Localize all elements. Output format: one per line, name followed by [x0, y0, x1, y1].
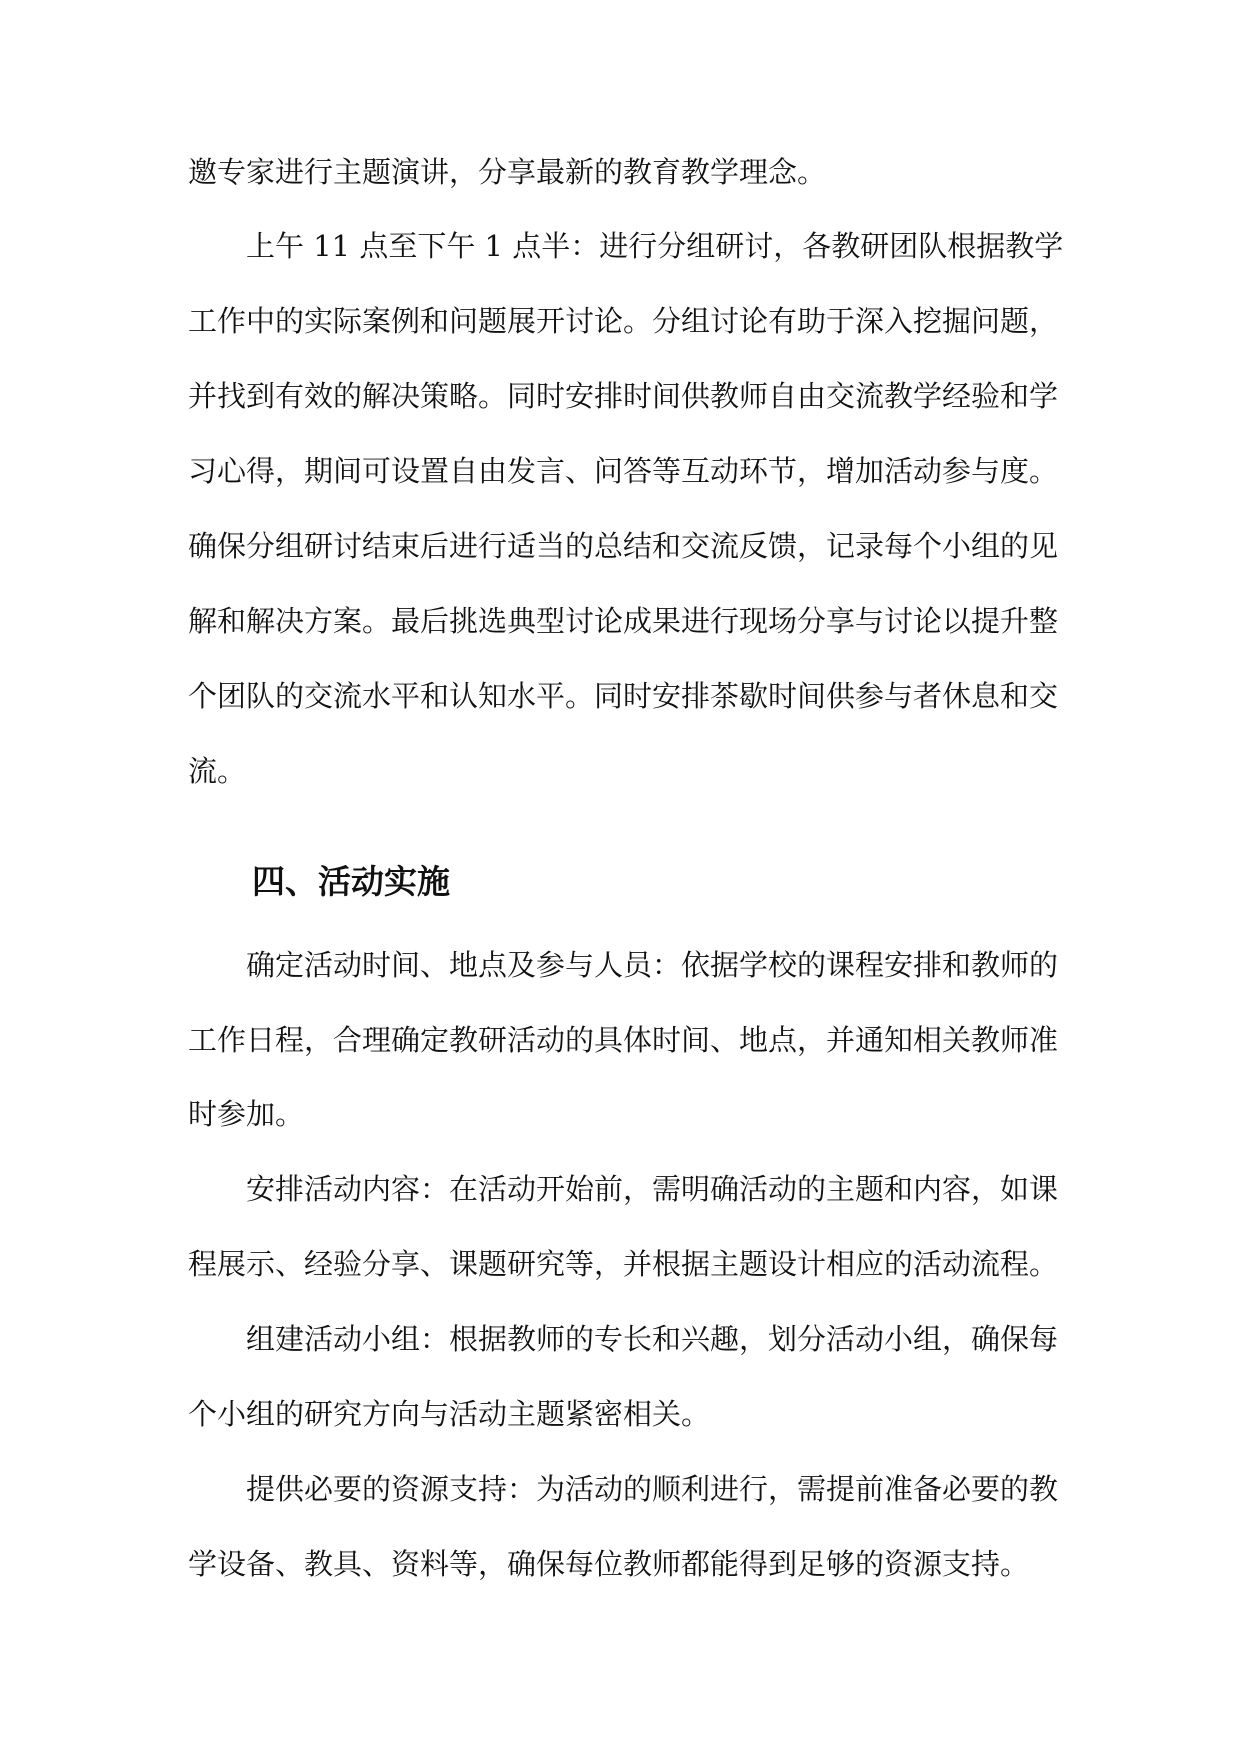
paragraph-line: 组建活动小组：根据教师的专长和兴趣，划分活动小组，确保每: [246, 1322, 1059, 1356]
paragraph-line: 确定活动时间、地点及参与人员：依据学校的课程安排和教师的: [246, 948, 1059, 982]
section-heading: 四、活动实施: [252, 862, 450, 901]
paragraph-line: 流。: [188, 754, 247, 788]
paragraph-line: 邀专家进行主题演讲，分享最新的教育教学理念。: [188, 155, 827, 189]
paragraph-line: 安排活动内容：在活动开始前，需明确活动的主题和内容，如课: [246, 1172, 1059, 1206]
paragraph-line: 上午 11 点至下午 1 点半：进行分组研讨，各教研团队根据教学: [246, 229, 1064, 263]
paragraph-line: 工作日程，合理确定教研活动的具体时间、地点，并通知相关教师准: [188, 1023, 1059, 1057]
paragraph-line: 习心得，期间可设置自由发言、问答等互动环节，增加活动参与度。: [188, 454, 1059, 488]
paragraph-line: 并找到有效的解决策略。同时安排时间供教师自由交流教学经验和学: [188, 379, 1059, 413]
paragraph-line: 个团队的交流水平和认知水平。同时安排茶歇时间供参与者休息和交: [188, 679, 1059, 713]
paragraph-line: 时参加。: [188, 1097, 305, 1131]
paragraph-line: 确保分组研讨结束后进行适当的总结和交流反馈，记录每个小组的见: [188, 529, 1059, 563]
paragraph-line: 解和解决方案。最后挑选典型讨论成果进行现场分享与讨论以提升整: [188, 604, 1059, 638]
paragraph-line: 提供必要的资源支持：为活动的顺利进行，需提前准备必要的教: [246, 1472, 1059, 1506]
paragraph-line: 程展示、经验分享、课题研究等，并根据主题设计相应的活动流程。: [188, 1247, 1059, 1281]
paragraph-line: 学设备、教具、资料等，确保每位教师都能得到足够的资源支持。: [188, 1547, 1030, 1581]
paragraph-line: 工作中的实际案例和问题展开讨论。分组讨论有助于深入挖掘问题，: [188, 304, 1059, 338]
paragraph-line: 个小组的研究方向与活动主题紧密相关。: [188, 1397, 711, 1431]
